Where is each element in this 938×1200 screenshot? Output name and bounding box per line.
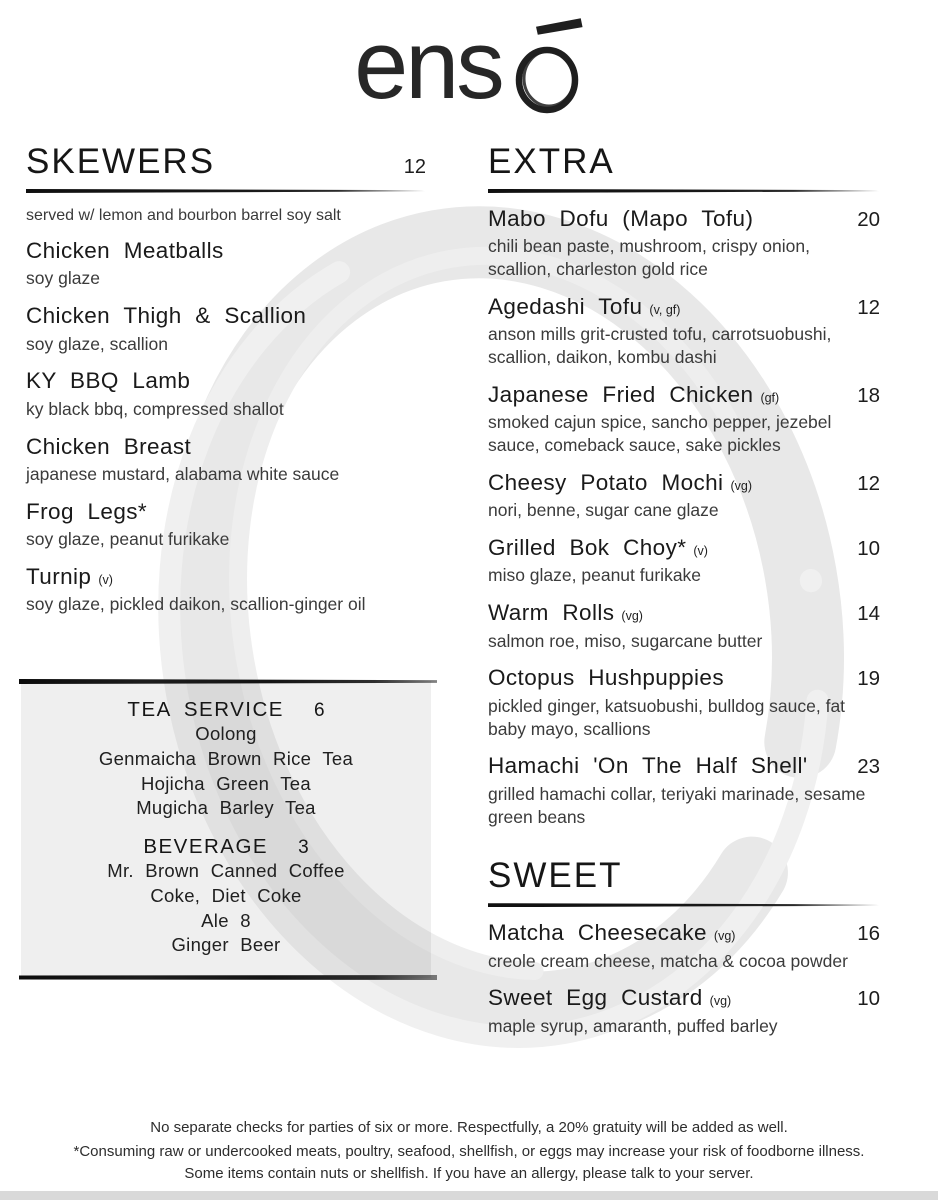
- footer-gratuity-note: No separate checks for parties of six or more. Respectfully, a 20% gratuity will be added as well.: [150, 1119, 788, 1136]
- tea-service-title-row: [21, 698, 431, 722]
- item-name: Turnip: [26, 563, 92, 589]
- left-column: [26, 142, 426, 616]
- tea-option: Oolong: [195, 723, 257, 744]
- beverage-option: Mr. Brown Canned Coffee: [107, 860, 345, 882]
- brush-underline: [488, 903, 880, 907]
- tea-option: Hojicha Green Tea: [141, 772, 311, 794]
- section-sweet: [488, 856, 880, 1037]
- extra-title: EXTRA: [488, 142, 615, 181]
- item-description: grilled hamachi collar, teriyaki marinade, sesame green beans: [488, 783, 866, 827]
- item-dietary-tag: (vg): [730, 478, 752, 493]
- item-description: soy glaze, pickled daikon, scallion-ginger oil: [26, 594, 366, 615]
- tea-service-price: 6: [313, 700, 325, 721]
- menu-item: [488, 381, 880, 457]
- menu-item: [488, 919, 880, 972]
- item-name: Japanese Fried Chicken: [488, 381, 754, 407]
- box-top-brush-border: [19, 679, 437, 684]
- menu-item: [488, 469, 880, 522]
- menu-item: [26, 237, 426, 290]
- brush-underline: [488, 189, 880, 193]
- menu-item: [26, 563, 426, 616]
- menu-item: [488, 205, 880, 281]
- item-price: 19: [857, 667, 880, 691]
- skewers-title: SKEWERS: [26, 142, 216, 181]
- item-price: 10: [857, 537, 880, 560]
- item-price: 12: [857, 471, 880, 495]
- tea-service-title: TEA SERVICE: [127, 698, 284, 721]
- footer-allergy-note: Some items contain nuts or shellfish. If you have an allergy, please talk to your server.: [184, 1165, 754, 1183]
- item-description: japanese mustard, alabama white sauce: [26, 464, 340, 484]
- item-name: Sweet Egg Custard: [488, 985, 703, 1011]
- item-name: Warm Rolls: [488, 600, 615, 626]
- item-price: 16: [857, 922, 880, 946]
- item-name: KY BBQ Lamb: [26, 368, 191, 394]
- menu-item: [488, 534, 880, 587]
- item-name: Matcha Cheesecake: [488, 920, 707, 946]
- item-description: salmon roe, miso, sugarcane butter: [488, 630, 763, 651]
- item-name: Chicken Meatballs: [26, 238, 224, 263]
- item-description: anson mills grit-crusted tofu, carrotsuobushi, scallion, daikon, kombu dashi: [488, 324, 832, 368]
- footer-notes: [0, 1117, 938, 1186]
- item-name: Chicken Breast: [26, 433, 192, 459]
- item-price: 14: [857, 602, 880, 626]
- logo-text: ens: [354, 10, 502, 119]
- item-price: 12: [857, 295, 880, 319]
- menu-item: [488, 984, 880, 1037]
- menu-item: [26, 433, 426, 486]
- footer-consumer-advisory: *Consuming raw or undercooked meats, poultry, seafood, shellfish, or eggs may increase your risk of foodborne illness.: [73, 1143, 865, 1161]
- box-bottom-brush-border: [19, 975, 437, 980]
- item-price: 20: [857, 208, 880, 231]
- menu-item: [26, 302, 426, 355]
- beverage-title: BEVERAGE: [143, 835, 269, 859]
- item-name: Agedashi Tofu: [488, 293, 643, 319]
- item-description: maple syrup, amaranth, puffed barley: [488, 1015, 778, 1036]
- menu-item: [488, 293, 880, 369]
- item-name: Hamachi 'On The Half Shell': [488, 753, 808, 779]
- item-description: pickled ginger, katsuobushi, bulldog sauce, fat baby mayo, scallions: [488, 695, 846, 739]
- item-description: chili bean paste, mushroom, crispy onion, scallion, charleston gold rice: [488, 236, 810, 280]
- item-description: soy glaze, scallion: [26, 333, 169, 354]
- item-dietary-tag: (v): [98, 572, 113, 587]
- beverage-option: Coke, Diet Coke: [150, 884, 302, 906]
- item-name: Frog Legs*: [26, 498, 148, 524]
- item-dietary-tag: (v): [693, 544, 708, 558]
- beverage-title-row: [21, 835, 431, 859]
- item-price: 10: [857, 987, 880, 1011]
- item-dietary-tag: (v, gf): [649, 302, 681, 317]
- logo-enso-o-icon: [508, 16, 584, 116]
- section-skewers: [26, 142, 426, 616]
- item-name: Grilled Bok Choy*: [488, 535, 687, 560]
- item-description: soy glaze: [26, 268, 100, 289]
- item-description: soy glaze, peanut furikake: [26, 529, 230, 550]
- brush-underline: [26, 189, 426, 193]
- tea-option: Genmaicha Brown Rice Tea: [98, 747, 354, 769]
- item-name: Octopus Hushpuppies: [488, 665, 724, 691]
- item-dietary-tag: (vg): [621, 609, 643, 624]
- item-dietary-tag: (vg): [709, 994, 732, 1009]
- section-extra: [488, 142, 880, 828]
- restaurant-logo: [0, 10, 938, 119]
- right-column: [488, 142, 880, 1038]
- menu-item: [26, 367, 426, 420]
- skewers-price: 12: [403, 156, 426, 178]
- item-price: 18: [857, 383, 880, 407]
- skewers-note: served w/ lemon and bourbon barrel soy salt: [26, 207, 341, 224]
- item-name: Chicken Thigh & Scallion: [26, 303, 307, 329]
- item-description: nori, benne, sugar cane glaze: [488, 500, 719, 521]
- item-dietary-tag: (gf): [760, 390, 780, 405]
- tea-service-box: [21, 681, 431, 978]
- menu-item: [26, 498, 426, 551]
- item-price: 23: [857, 755, 880, 779]
- beverage-option: Ginger Beer: [171, 934, 281, 956]
- item-name: Cheesy Potato Mochi: [488, 469, 724, 495]
- page-bottom-edge: [0, 1191, 938, 1200]
- item-description: smoked cajun spice, sancho pepper, jezebel sauce, comeback sauce, sake pickles: [488, 412, 832, 456]
- menu-item: [488, 664, 880, 740]
- beverage-price: 3: [298, 837, 309, 859]
- item-description: ky black bbq, compressed shallot: [26, 398, 284, 419]
- beverage-option: Ale 8: [201, 909, 251, 931]
- menu-item: [488, 599, 880, 652]
- item-description: miso glaze, peanut furikake: [488, 565, 702, 586]
- item-description: creole cream cheese, matcha & cocoa powder: [488, 950, 848, 971]
- sweet-title: SWEET: [488, 856, 623, 896]
- menu-item: [488, 752, 880, 828]
- item-dietary-tag: (vg): [713, 929, 736, 944]
- tea-option: Mugicha Barley Tea: [136, 797, 316, 819]
- item-name: Mabo Dofu (Mapo Tofu): [488, 206, 754, 231]
